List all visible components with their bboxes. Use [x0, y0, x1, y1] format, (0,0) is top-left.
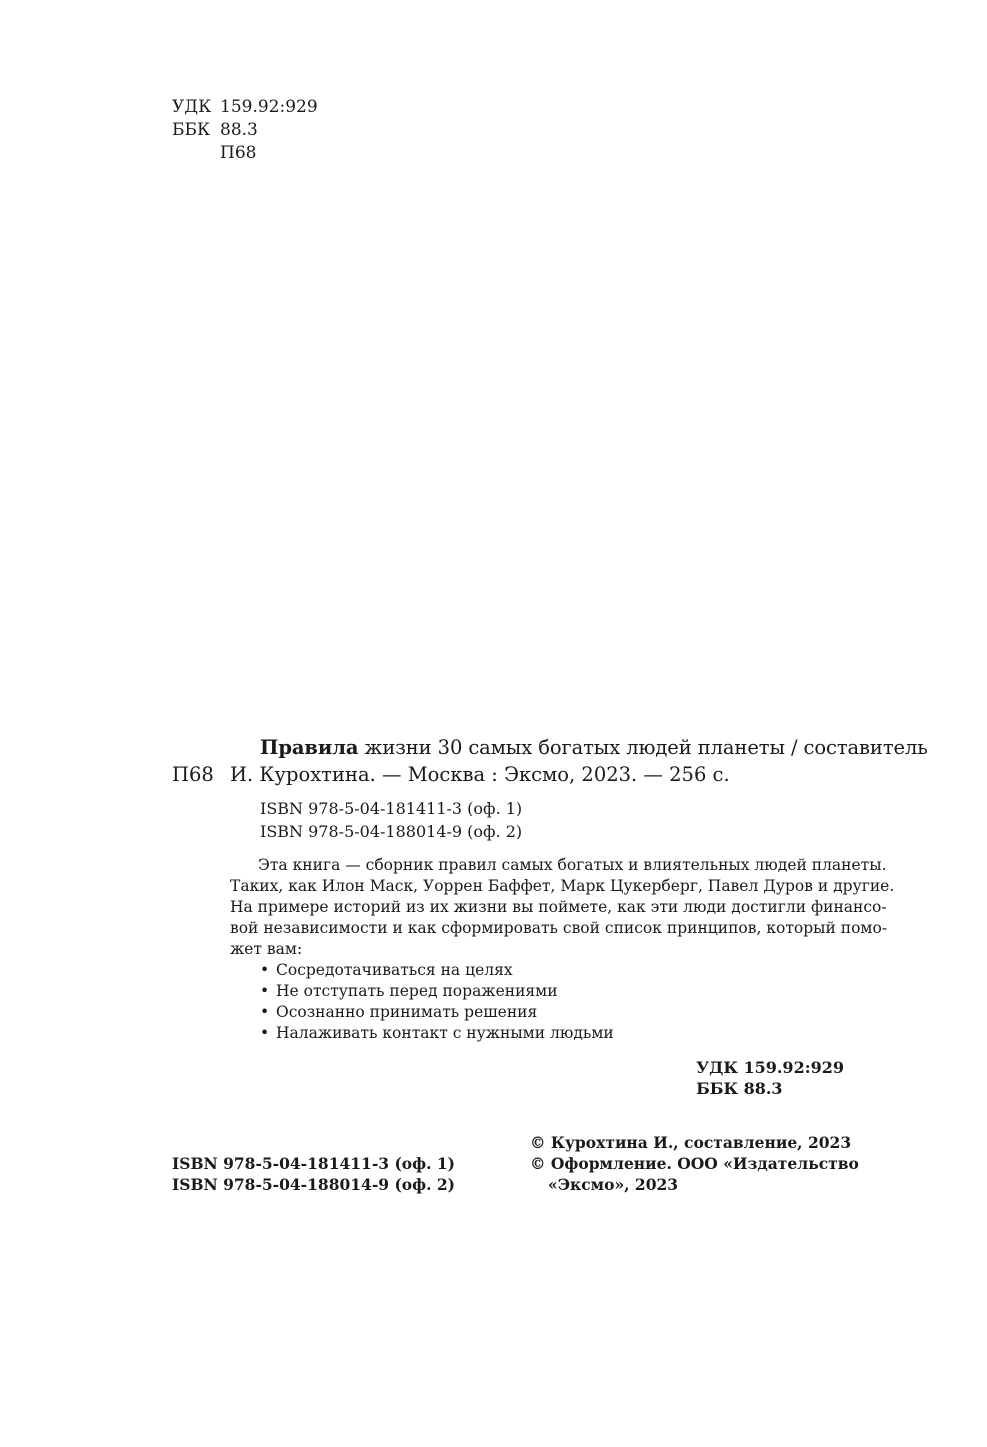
list-item: • Сосредотачиваться на целях: [260, 960, 844, 981]
isbn-bold-line-1: ISBN 978-5-04-181411-3 (оф. 1): [172, 1154, 456, 1173]
author-mark-top: П68: [220, 143, 257, 163]
bbk-label: ББК: [172, 120, 211, 140]
annotation-line: Таких, как Илон Маск, Уоррен Баффет, Марк Цукерберг, Павел Дуров и другие.: [230, 877, 895, 895]
udk-label: УДК: [172, 97, 212, 117]
isbn-block: [260, 797, 522, 843]
annotation-line: На примере историй из их жизни вы поймете, как эти люди достигли финансо-: [230, 898, 887, 916]
author-publication-line: И. Курохтина. — Москва : Эксмо, 2023. — 256 с.: [230, 763, 730, 786]
annotation-bullet-list: [230, 960, 844, 1044]
annotation-line: Эта книга — сборник правил самых богатых и влиятельных людей планеты.: [258, 856, 887, 874]
annotation-line: жет вам:: [230, 940, 303, 958]
isbn-line-2: ISBN 978-5-04-188014-9 (оф. 2): [260, 822, 523, 841]
bbk-value: 88.3: [220, 120, 258, 140]
annotation-line: вой независимости и как сформировать свой список принципов, который помо-: [230, 919, 888, 937]
isbn-line-1: ISBN 978-5-04-181411-3 (оф. 1): [260, 799, 523, 818]
list-item: • Осознанно принимать решения: [260, 1002, 844, 1023]
copyright-line-1: © Курохтина И., составление, 2023: [530, 1133, 852, 1152]
title-bold-word: Правила: [260, 736, 359, 759]
book-title-line: [260, 736, 928, 759]
isbn-bold-line-2: ISBN 978-5-04-188014-9 (оф. 2): [172, 1175, 456, 1194]
bbk-row: [172, 119, 318, 142]
list-item: • Не отступать перед поражениями: [260, 981, 844, 1002]
udk-row: [172, 96, 318, 119]
isbn-bold-block: [172, 1153, 455, 1195]
top-classification-block: [172, 96, 318, 165]
copyright-line-3: «Эксмо», 2023: [548, 1175, 679, 1194]
author-mark: П68: [172, 763, 214, 786]
copyright-block: [530, 1132, 859, 1195]
copyright-line-2: © Оформление. ООО «Издательство: [530, 1154, 859, 1173]
annotation: [230, 855, 895, 1044]
udk-bold: УДК 159.92:929: [696, 1058, 844, 1077]
bbk-bold: ББК 88.3: [696, 1079, 783, 1098]
udk-value: 159.92:929: [220, 97, 318, 117]
list-item: • Налаживать контакт с нужными людьми: [260, 1023, 844, 1044]
right-classification-block: [696, 1057, 844, 1099]
title-rest: жизни 30 самых богатых людей планеты / составитель: [358, 736, 928, 759]
